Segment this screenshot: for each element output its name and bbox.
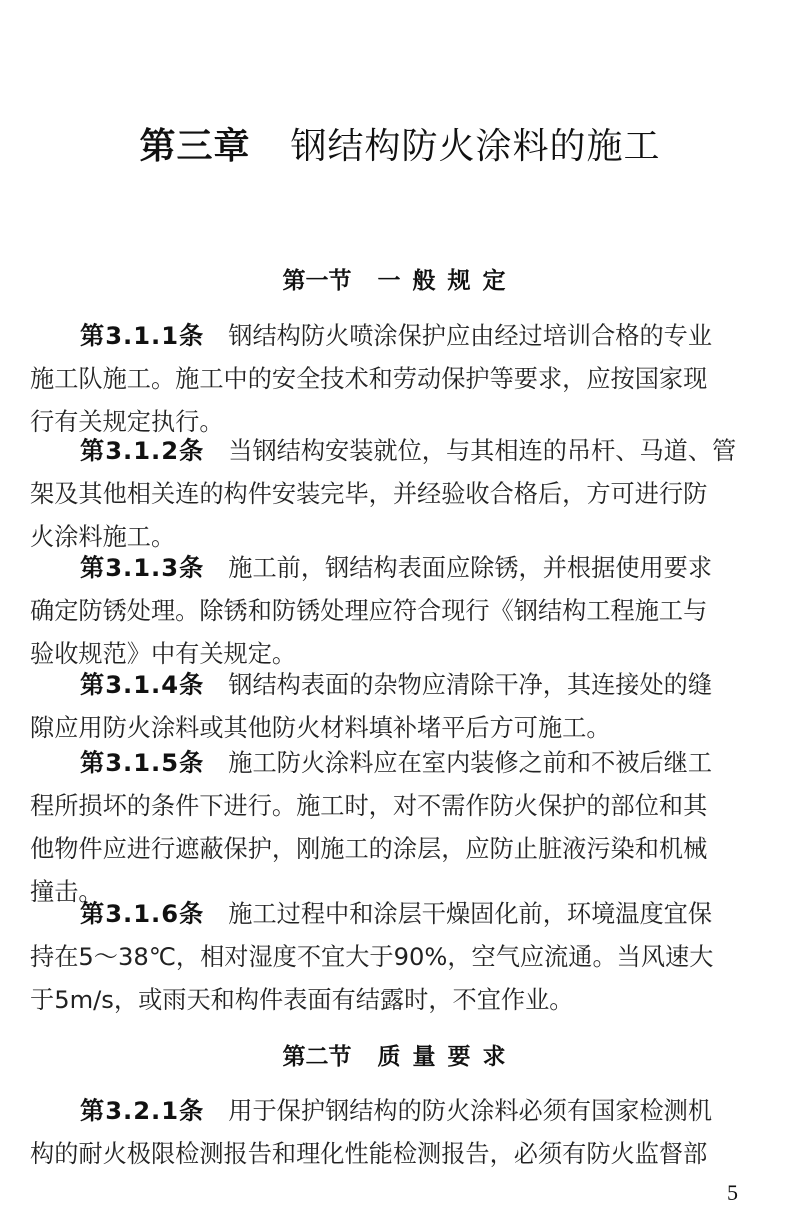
clause-3-2-1 (30, 1090, 772, 1176)
section-title-2 (0, 1038, 800, 1071)
chapter-title (0, 118, 800, 169)
clause-3-1-4 (30, 664, 772, 750)
clause-number: 第3.1.1条 (80, 322, 205, 350)
clause-text: 钢结构表面的杂物应清除干净，其连接处的缝 (228, 671, 713, 699)
chapter-name: 钢结构防火涂料的施工 (290, 126, 661, 167)
clause-text: 撞击。 (30, 878, 103, 906)
clause-number: 第3.1.5条 (80, 749, 205, 777)
clause-text: 火涂料施工。 (30, 523, 176, 551)
clause-text: 隙应用防火涂料或其他防火材料填补堵平后方可施工。 (30, 714, 611, 742)
clause-number: 第3.1.3条 (80, 554, 205, 582)
clause-text: 验收规范》中有关规定。 (30, 640, 297, 668)
clause-number: 第3.1.2条 (80, 437, 205, 465)
clause-text: 施工前，钢结构表面应除锈，并根据使用要求 (228, 554, 713, 582)
clause-text: 他物件应进行遮蔽保护，刚施工的涂层，应防止脏液污染和机械 (30, 835, 708, 863)
section-title-1 (0, 262, 800, 295)
clause-text: 当钢结构安装就位，与其相连的吊杆、马道、管 (228, 437, 737, 465)
clause-text: 持在5～38℃，相对湿度不宜大于90%，空气应流通。当风速大 (30, 943, 714, 971)
clause-text: 于5m/s，或雨天和构件表面有结露时，不宜作业。 (30, 986, 574, 1014)
clause-number: 第3.2.1条 (80, 1097, 205, 1125)
clause-number: 第3.1.4条 (80, 671, 205, 699)
clause-text: 架及其他相关连的构件安装完毕，并经验收合格后，方可进行防 (30, 480, 708, 508)
chapter-number: 第三章 (139, 126, 251, 167)
clause-text: 钢结构防火喷涂保护应由经过培训合格的专业 (228, 322, 713, 350)
clause-number: 第3.1.6条 (80, 900, 205, 928)
clause-text: 施工队施工。施工中的安全技术和劳动保护等要求，应按国家现 (30, 365, 708, 393)
clause-text: 确定防锈处理。除锈和防锈处理应符合现行《钢结构工程施工与 (30, 597, 708, 625)
clause-text: 施工防火涂料应在室内装修之前和不被后继工 (228, 749, 713, 777)
clause-3-1-2 (30, 430, 772, 559)
clause-text: 施工过程中和涂层干燥固化前，环境温度宜保 (228, 900, 713, 928)
clause-text: 行有关规定执行。 (30, 408, 224, 436)
section-label: 第一节 (282, 268, 352, 294)
page-number: 5 (727, 1180, 738, 1205)
section-label: 第二节 (282, 1044, 352, 1070)
clause-text: 用于保护钢结构的防火涂料必须有国家检测机 (228, 1097, 713, 1125)
section-name: 质量要求 (377, 1044, 518, 1070)
clause-text: 程所损坏的条件下进行。施工时，对不需作防火保护的部位和其 (30, 792, 708, 820)
clause-text: 构的耐火极限检测报告和理化性能检测报告，必须有防火监督部 (30, 1140, 708, 1168)
clause-3-1-3 (30, 547, 772, 676)
clause-3-1-1 (30, 315, 772, 444)
section-name: 一般规定 (377, 268, 518, 294)
clause-3-1-6 (30, 893, 772, 1022)
clause-3-1-5 (30, 742, 772, 914)
